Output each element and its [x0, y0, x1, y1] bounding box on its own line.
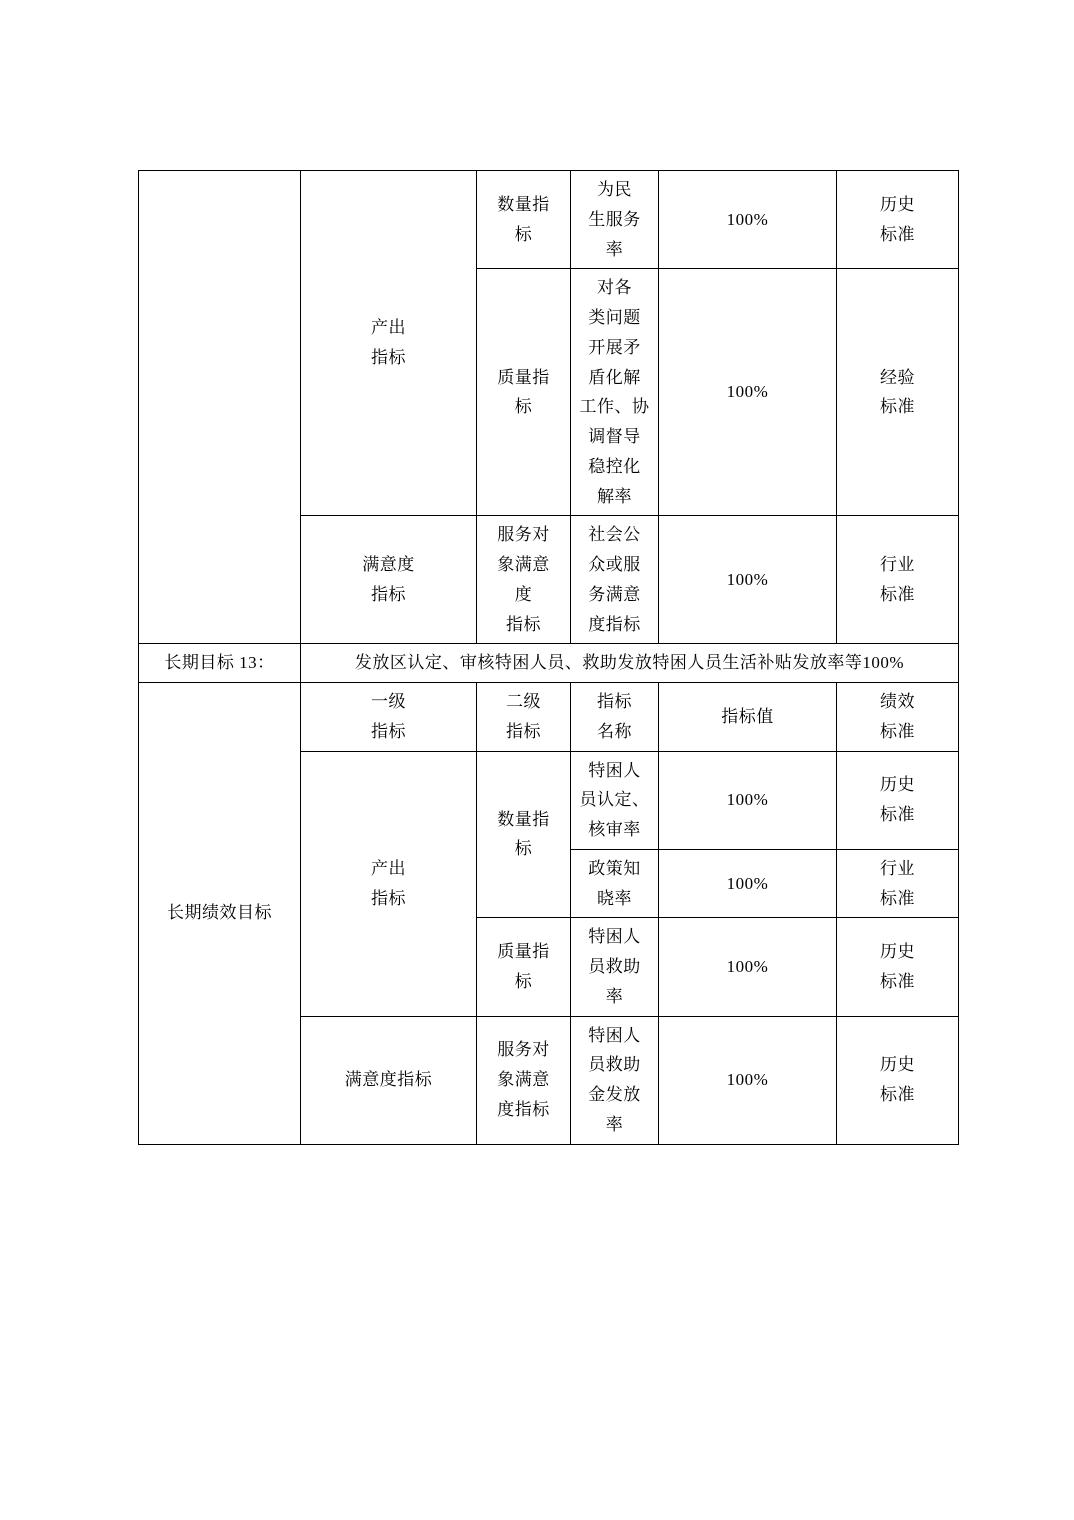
block2-row1-name: 特困人 员认定、 核审率 [571, 751, 659, 849]
block1-satisfaction-level1: 满意度 指标 [301, 516, 477, 644]
block2-row3-level2: 质量指 标 [477, 918, 571, 1016]
block2-row2-name: 政策知 晓率 [571, 849, 659, 918]
block2-row1-level2: 数量指 标 [477, 751, 571, 918]
table-header-row [139, 683, 959, 752]
block1-output-indicator: 产出 指标 [301, 171, 477, 516]
block2-header-level2: 二级 指标 [477, 683, 571, 752]
block2-row3-standard: 历史 标准 [837, 918, 959, 1016]
block1-row2-standard: 经验 标准 [837, 269, 959, 516]
block2-header-value: 指标值 [659, 683, 837, 752]
block2-row2-value: 100% [659, 849, 837, 918]
block2-satisfaction-value: 100% [659, 1016, 837, 1144]
block1-row2-value: 100% [659, 269, 837, 516]
block1-row1-value: 100% [659, 171, 837, 269]
block1-satisfaction-name: 社会公 众或服 务满意 度指标 [571, 516, 659, 644]
block2-header-standard: 绩效 标准 [837, 683, 959, 752]
block1-satisfaction-standard: 行业 标准 [837, 516, 959, 644]
block1-row2-level2: 质量指 标 [477, 269, 571, 516]
performance-indicator-table [138, 170, 959, 1145]
block1-row1-name: 为民 生服务 率 [571, 171, 659, 269]
block1-left-empty [139, 171, 301, 644]
long-term-goal-row [139, 644, 959, 683]
block2-satisfaction-level2: 服务对 象满意 度指标 [477, 1016, 571, 1144]
block2-header-name: 指标 名称 [571, 683, 659, 752]
block2-row3-value: 100% [659, 918, 837, 1016]
block1-row2-name: 对各 类问题 开展矛 盾化解 工作、协 调督导 稳控化 解率 [571, 269, 659, 516]
block1-satisfaction-value: 100% [659, 516, 837, 644]
block2-row3-name: 特困人 员救助 率 [571, 918, 659, 1016]
block2-row1-value: 100% [659, 751, 837, 849]
table-row [139, 171, 959, 269]
block2-row1-standard: 历史 标准 [837, 751, 959, 849]
block2-header-level1: 一级 指标 [301, 683, 477, 752]
block2-satisfaction-standard: 历史 标准 [837, 1016, 959, 1144]
block2-row2-standard: 行业 标准 [837, 849, 959, 918]
long-term-goal-text: 发放区认定、审核特困人员、救助发放特困人员生活补贴发放率等100% [301, 644, 959, 683]
block1-row1-standard: 历史 标准 [837, 171, 959, 269]
block2-satisfaction-level1: 满意度指标 [301, 1016, 477, 1144]
block2-satisfaction-name: 特困人 员救助 金发放 率 [571, 1016, 659, 1144]
block2-row-label: 长期绩效目标 [139, 683, 301, 1145]
block1-row1-level2: 数量指 标 [477, 171, 571, 269]
block1-satisfaction-level2: 服务对 象满意 度 指标 [477, 516, 571, 644]
long-term-goal-label: 长期目标 13： [139, 644, 301, 683]
block2-output-indicator: 产出 指标 [301, 751, 477, 1016]
